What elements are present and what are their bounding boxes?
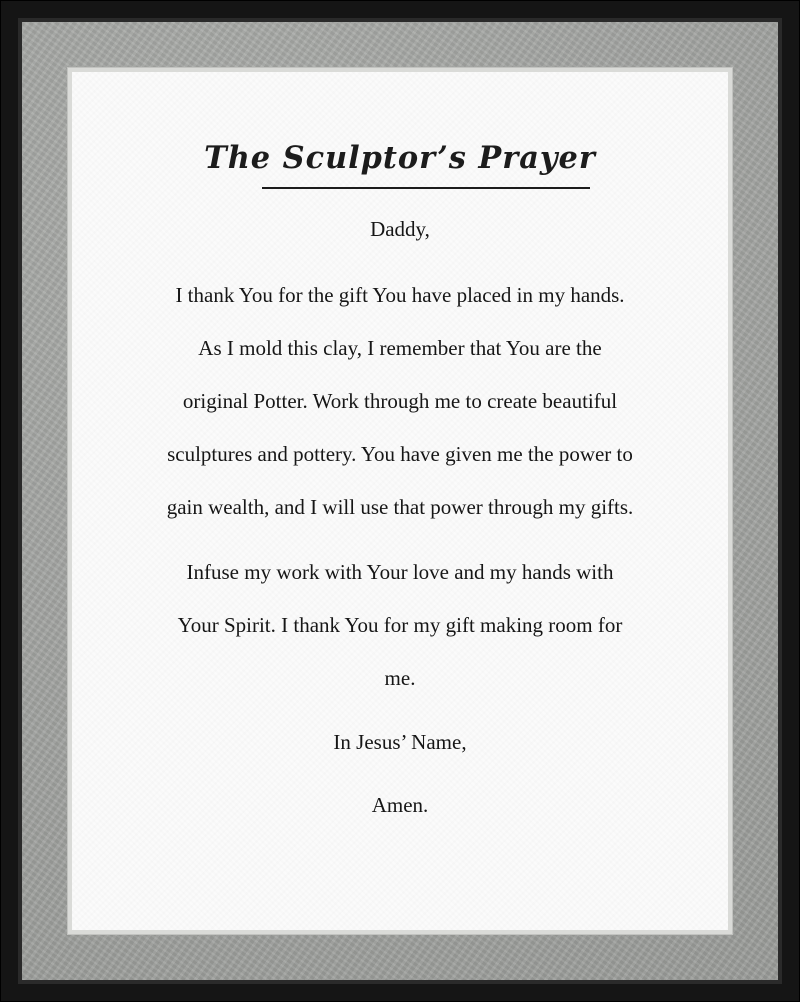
body-line: gain wealth, and I will use that power through my gifts. <box>166 495 634 519</box>
title-underline <box>262 187 590 189</box>
body-line: sculptures and pottery. You have given me the power to <box>167 442 633 466</box>
body-line: Infuse my work with Your love and my hands with <box>186 560 614 584</box>
closing-line: In Jesus’ Name, <box>333 730 467 754</box>
body-line: me. <box>384 666 416 690</box>
body-line: I thank You for the gift You have placed in my hands. <box>175 283 625 307</box>
salutation: Daddy, <box>370 217 430 241</box>
body-line: As I mold this clay, I remember that You are the <box>198 336 602 360</box>
amen-line: Amen. <box>371 793 429 817</box>
page-title: The Sculptor’s Prayer <box>204 140 596 176</box>
body-line: Your Spirit. I thank You for my gift making room for <box>177 613 623 637</box>
body-line: original Potter. Work through me to create beautiful <box>182 389 618 413</box>
